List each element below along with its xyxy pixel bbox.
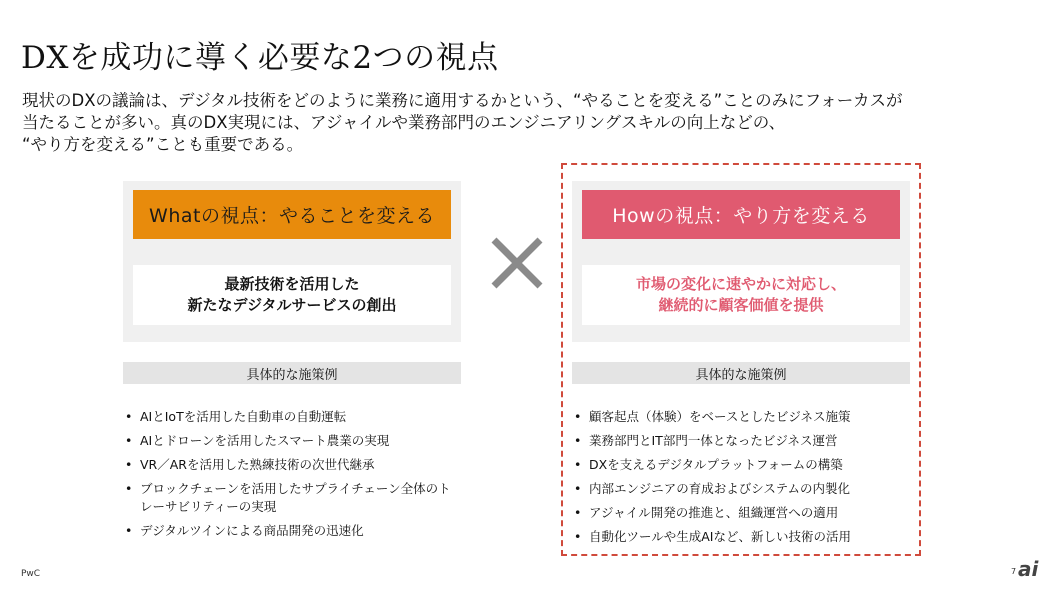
how-heading: Howの視点：やり方を変える [582, 190, 900, 239]
bullet-icon: • [125, 409, 133, 424]
bullet-icon: • [574, 505, 582, 520]
page-title: DXを成功に導く必要な2つの視点 [21, 40, 499, 76]
intro-line: 現状のDXの議論は、デジタル技術をどのように業務に適用するかという、“やることを変える”ことのみにフォーカスが [22, 91, 903, 110]
what-summary-line: 新たなデジタルサービスの創出 [187, 296, 397, 314]
how-summary [582, 265, 900, 325]
what-summary [133, 265, 451, 325]
what-examples-list [123, 408, 468, 546]
intro-line: 当たることが多い。真のDX実現には、アジャイルや業務部門のエンジニアリングスキルの向上などの、 [22, 113, 786, 132]
how-examples-list [572, 408, 912, 552]
intro-text [22, 90, 1032, 156]
list-item [123, 522, 468, 540]
list-item-text: アジャイル開発の推進と、組織運営への適用 [589, 505, 839, 520]
list-item [572, 480, 912, 498]
list-item-text: 自動化ツールや生成AIなど、新しい技術の活用 [589, 529, 851, 544]
bullet-icon: • [574, 409, 582, 424]
how-summary-line: 継続的に顧客価値を提供 [658, 296, 824, 314]
page-number: 7 [1011, 567, 1017, 576]
list-item [123, 480, 468, 516]
list-item [123, 456, 468, 474]
list-item [123, 432, 468, 450]
bullet-icon: • [125, 457, 133, 472]
bullet-icon: • [125, 433, 133, 448]
bullet-icon: • [574, 457, 582, 472]
bullet-icon: • [125, 481, 133, 496]
how-summary-line: 市場の変化に速やかに対応し、 [635, 275, 846, 293]
list-item-text: 業務部門とIT部門一体となったビジネス運営 [589, 433, 838, 448]
list-item [572, 456, 912, 474]
list-item-text: VR／ARを活用した熟練技術の次世代継承 [140, 457, 375, 472]
bullet-icon: • [574, 433, 582, 448]
list-item-text: AIとドローンを活用したスマート農業の実現 [140, 433, 390, 448]
bullet-icon: • [574, 529, 582, 544]
list-item-text: DXを支えるデジタルプラットフォームの構築 [589, 457, 843, 472]
what-summary-line: 最新技術を活用した [224, 275, 360, 293]
list-item [572, 504, 912, 522]
what-examples-label: 具体的な施策例 [123, 362, 461, 384]
list-item-text: 顧客起点（体験）をベースとしたビジネス施策 [589, 409, 851, 424]
brand-label: PwC [21, 569, 41, 579]
intro-line: “やり方を変える”ことも重要である。 [22, 135, 304, 154]
multiply-icon [488, 234, 546, 292]
list-item [572, 432, 912, 450]
ai-logo: ai [1018, 557, 1039, 581]
what-heading: Whatの視点：やることを変える [133, 190, 451, 239]
list-item [572, 408, 912, 426]
list-item [572, 528, 912, 546]
list-item-text: ブロックチェーンを活用したサプライチェーン全体のトレーサビリティーの実現 [140, 481, 451, 514]
list-item-text: AIとIoTを活用した自動車の自動運転 [140, 409, 347, 424]
bullet-icon: • [125, 523, 133, 538]
list-item-text: デジタルツインによる商品開発の迅速化 [140, 523, 364, 538]
list-item [123, 408, 468, 426]
bullet-icon: • [574, 481, 582, 496]
list-item-text: 内部エンジニアの育成およびシステムの内製化 [589, 481, 850, 496]
how-examples-label: 具体的な施策例 [572, 362, 910, 384]
